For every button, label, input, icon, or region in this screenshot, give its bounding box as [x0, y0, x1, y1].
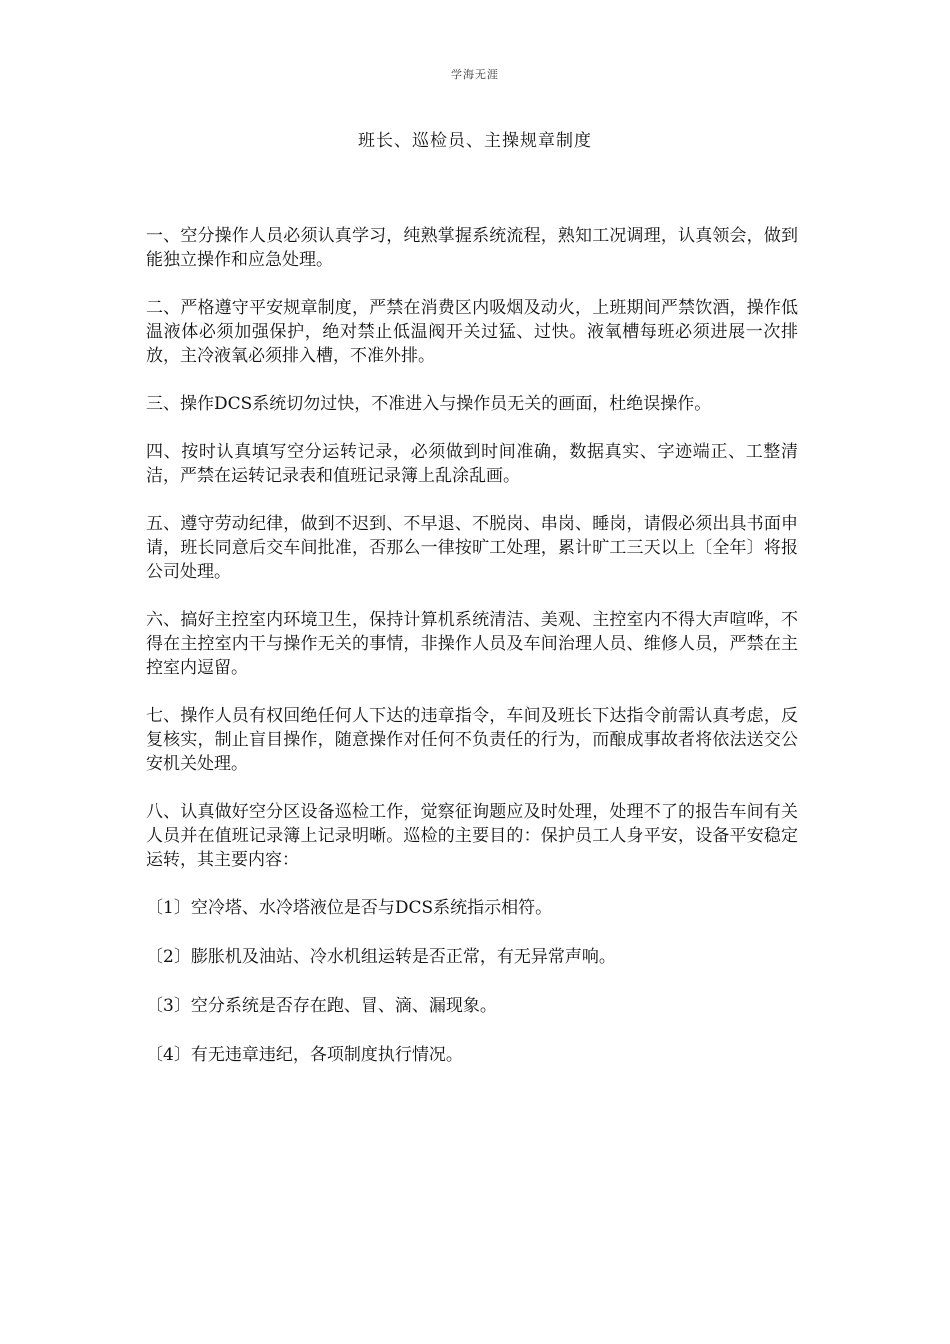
rule-paragraph-6: 六、搞好主控室内环境卫生，保持计算机系统清洁、美观、主控室内不得大声喧哗，不得在主控室内干与操作无关的事情，非操作人员及车间治理人员、维修人员，严禁在主控室内逗留。 [146, 610, 798, 678]
rule-paragraph-3: 三、操作DCS系统切勿过快，不准进入与操作员无关的画面，杜绝误操作。 [146, 394, 712, 414]
inspection-item-4: 〔4〕有无违章违纪，各项制度执行情况。 [146, 1045, 463, 1065]
rule-paragraph-5: 五、遵守劳动纪律，做到不迟到、不早退、不脱岗、串岗、睡岗，请假必须出具书面申请，班长同意后交车间批准，否那么一律按旷工处理，累计旷工三天以上〔全年〕将报公司处理。 [146, 514, 798, 582]
rule-paragraph-8: 八、认真做好空分区设备巡检工作，觉察征询题应及时处理，处理不了的报告车间有关人员并在值班记录簿上记录明晰。巡检的主要目的：保护员工人身平安，设备平安稳定运转，其主要内容： [146, 802, 798, 870]
document-body [146, 224, 798, 1092]
inspection-item-3: 〔3〕空分系统是否存在跑、冒、滴、漏现象。 [146, 996, 497, 1016]
rule-paragraph-7: 七、操作人员有权回绝任何人下达的违章指令，车间及班长下达指令前需认真考虑，反复核实，制止盲目操作，随意操作对任何不负责任的行为，而酿成事故者将依法送交公安机关处理。 [146, 706, 798, 774]
inspection-item-2: 〔2〕膨胀机及油站、冷水机组运转是否正常，有无异常声响。 [146, 947, 616, 967]
page-header: 学海无涯 [451, 68, 499, 81]
rule-paragraph-1: 一、空分操作人员必须认真学习，纯熟掌握系统流程，熟知工况调理，认真领会，做到能独立操作和应急处理。 [146, 226, 798, 270]
rule-paragraph-2: 二、严格遵守平安规章制度，严禁在消费区内吸烟及动火，上班期间严禁饮酒，操作低温液体必须加强保护，绝对禁止低温阀开关过猛、过快。液氧槽每班必须进展一次排放，主冷液氧必须排入槽，不准外排。 [146, 298, 798, 366]
inspection-item-1: 〔1〕空冷塔、水冷塔液位是否与DCS系统指示相符。 [146, 898, 553, 918]
document-title: 班长、巡检员、主操规章制度 [358, 131, 592, 151]
rule-paragraph-4: 四、按时认真填写空分运转记录，必须做到时间准确，数据真实、字迹端正、工整清洁，严禁在运转记录表和值班记录簿上乱涂乱画。 [146, 442, 798, 486]
